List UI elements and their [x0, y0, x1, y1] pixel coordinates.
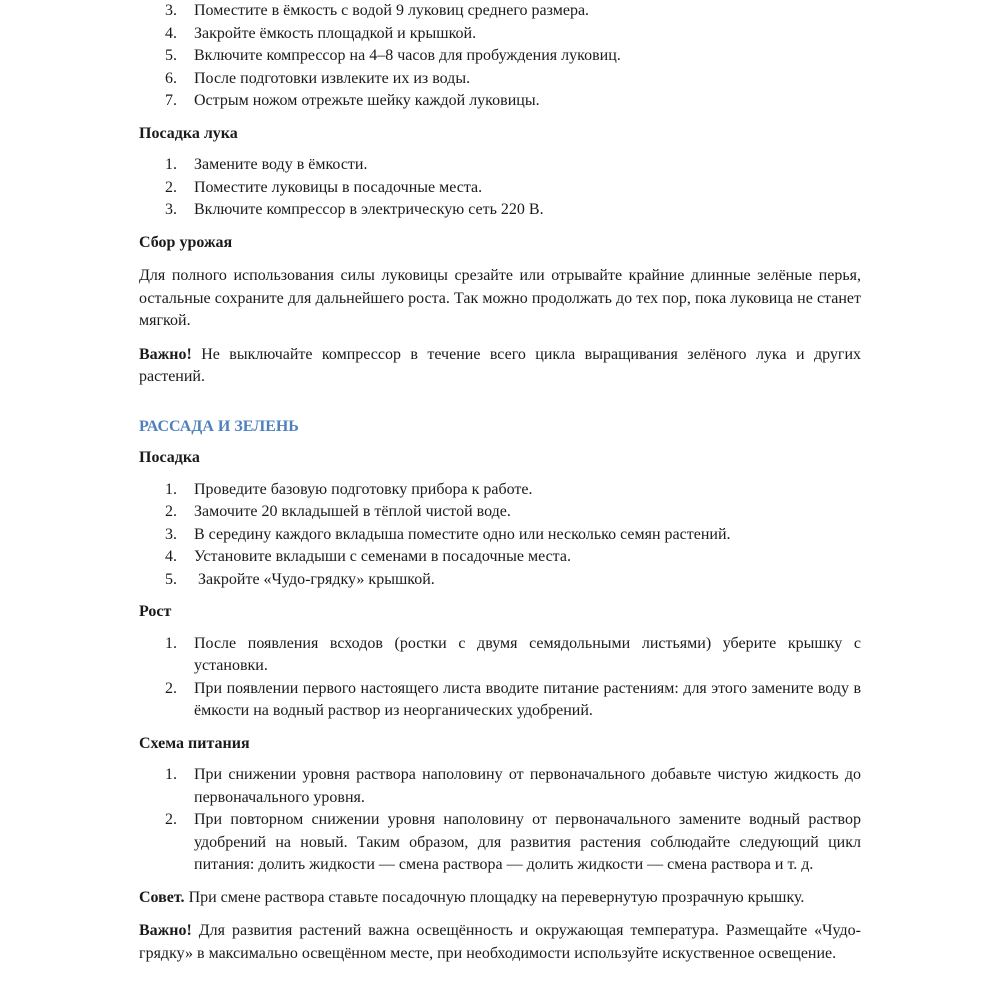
section-title: РАССАДА И ЗЕЛЕНЬ	[139, 417, 299, 435]
list-item: 3. Поместите в ёмкость с водой 9 луковиц среднего размера.	[165, 2, 590, 19]
heading-feeding: Схема питания	[139, 734, 250, 752]
list-item: 1. Проведите базовую подготовку прибора к работе.	[165, 480, 533, 498]
list-item: 5. Закройте «Чудо-грядку» крышкой.	[165, 570, 435, 588]
list-planting-onion	[139, 154, 861, 222]
list-planting	[139, 479, 861, 592]
heading-planting-onion: Посадка лука	[139, 124, 238, 142]
list-item: 3. Включите компрессор в электрическую сеть 220 В.	[165, 201, 544, 218]
paragraph-tip: Совет. При смене раствора ставьте посадочную площадку на перевернутую прозрачную крышку.	[139, 888, 805, 906]
paragraph-important-2: Важно! Для развития растений важна освещённость и окружающая температура. Размещайте «Чудо-грядку» в максимально освещённом месте, при необходимости используйте искуственное освещение.	[139, 922, 861, 962]
list-item: 2. При повторном снижении уровня наполовину от первоначального замените водный раствор удобрений на новый. Таким образом, для развития растения соблюдайте следующий цикл питания: долить жидкости — смена раствора — долить жидкости — смена раствора и т. д.	[165, 811, 861, 873]
paragraph-important-1: Важно! Не выключайте компрессор в течение всего цикла выращивания зелёного лука и других растений.	[139, 345, 861, 385]
document-page	[139, 0, 861, 965]
tip-label: Совет.	[139, 888, 185, 906]
list-item: 2. При появлении первого настоящего листа вводите питание растениям: для этого замените воду в ёмкости на водный раствор из неорганических удобрений.	[165, 679, 861, 719]
list-item: 6. После подготовки извлеките их из воды.	[165, 69, 471, 87]
heading-growth: Рост	[139, 603, 172, 620]
list-top	[139, 0, 861, 113]
list-item: 4. Установите вкладыши с семенами в посадочные места.	[165, 548, 571, 565]
list-item: 1. Замените воду в ёмкости.	[165, 156, 368, 173]
list-item: 2. Поместите луковицы в посадочные места.	[165, 178, 483, 196]
list-item: 3. В середину каждого вкладыша поместите одно или несколько семян растений.	[165, 525, 731, 543]
important-label: Важно!	[139, 922, 192, 939]
list-item: 2. Замочите 20 вкладышей в тёплой чистой воде.	[165, 503, 511, 520]
list-item: 1. При снижении уровня раствора наполовину от первоначального добавьте чистую жидкость до первоначального уровня.	[165, 766, 861, 806]
list-feeding	[139, 764, 861, 877]
heading-harvest: Сбор урожая	[139, 233, 233, 251]
list-growth	[139, 633, 861, 723]
list-item: 5. Включите компрессор на 4–8 часов для пробуждения луковиц.	[165, 47, 621, 64]
list-item: 7. Острым ножом отрежьте шейку каждой луковицы.	[165, 92, 540, 109]
list-item: 4. Закройте ёмкость площадкой и крышкой.	[165, 24, 477, 42]
important-label: Важно!	[139, 345, 192, 363]
list-item: 1. После появления всходов (ростки с двумя семядольными листьями) уберите крышку с установки.	[165, 634, 861, 674]
paragraph-harvest: Для полного использования силы луковицы срезайте или отрывайте крайние длинные зелёные перья, остальные сохраните для дальнейшего роста. Так можно продолжать до тех пор, пока луковица не станет мягкой.	[139, 267, 861, 329]
heading-planting: Посадка	[139, 449, 200, 466]
